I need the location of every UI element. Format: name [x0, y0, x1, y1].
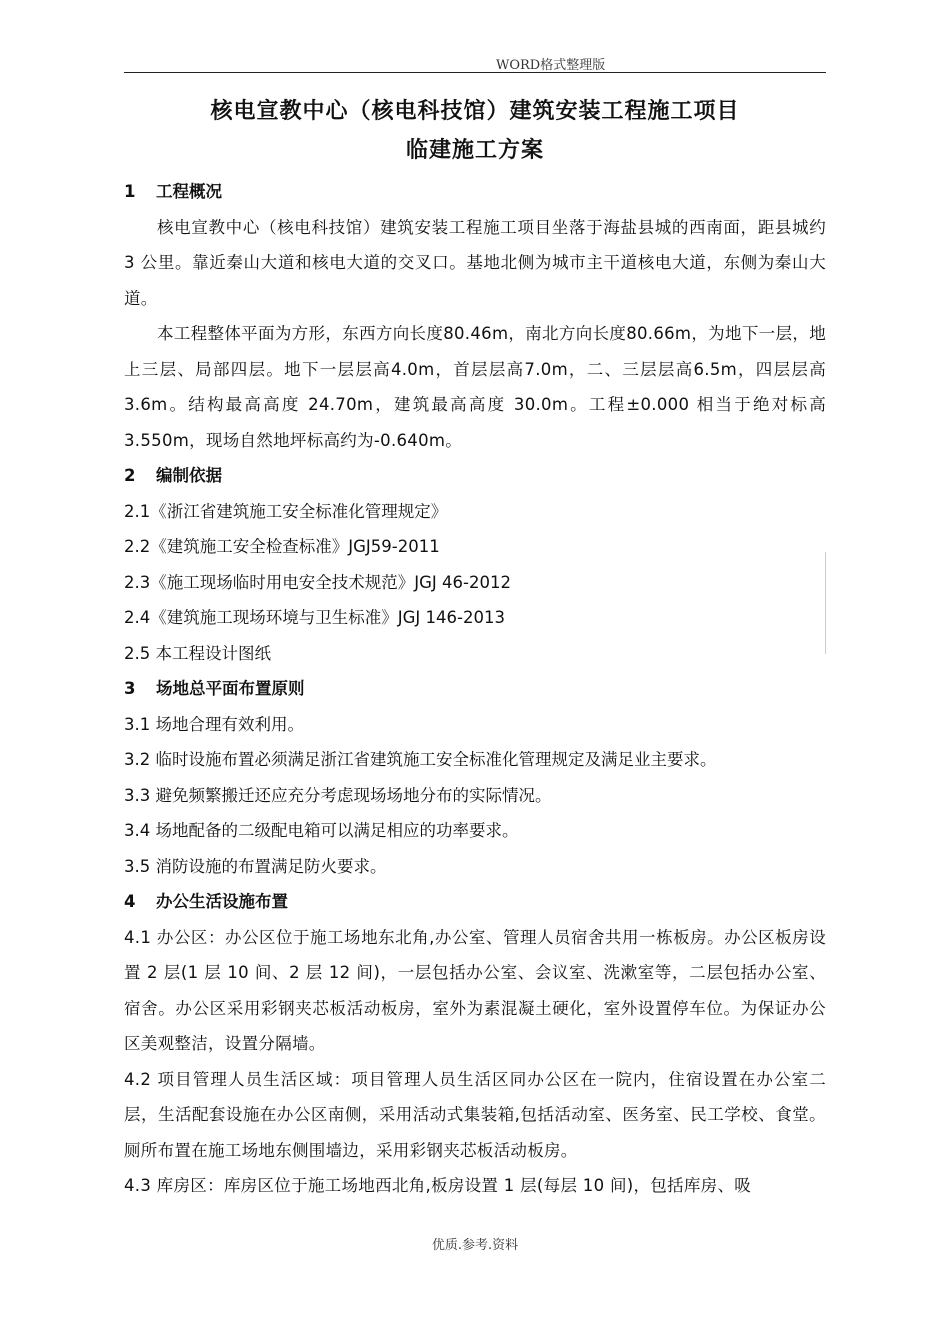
document-body — [124, 174, 826, 1204]
margin-line — [825, 552, 826, 654]
document-title-line2: 临建施工方案 — [405, 138, 544, 163]
document-title-line1: 核电宣教中心（核电科技馆）建筑安装工程施工项目 — [210, 99, 740, 124]
section-heading-4 — [124, 884, 826, 920]
list-item: 3.2 临时设施布置必须满足浙江省建筑施工安全标准化管理规定及满足业主要求。 — [124, 750, 717, 769]
paragraph: 核电宣教中心（核电科技馆）建筑安装工程施工项目坐落于海盐县城的西南面，距县城约 3 公里。靠近秦山大道和核电大道的交叉口。基地北侧为城市主干道核电大道，东侧为秦山大道。 — [124, 217, 826, 308]
section-title: 场地总平面布置原则 — [156, 679, 305, 698]
list-item: 2.5 本工程设计图纸 — [124, 643, 271, 663]
list-item: 3.1 场地合理有效利用。 — [124, 714, 304, 734]
list-item: 2.4《建筑施工现场环境与卫生标准》JGJ 146-2013 — [124, 608, 505, 627]
list-item: 3.4 场地配备的二级配电箱可以满足相应的功率要求。 — [124, 821, 519, 840]
section-title: 办公生活设施布置 — [156, 892, 288, 911]
paragraph: 本工程整体平面为方形，东西方向长度80.46m，南北方向长度80.66m，为地下一层，地上三层、局部四层。地下一层层高4.0m，首层层高7.0m，二、三层层高6.5m，四层层高 3.6m。结构最高高度 24.70m，建筑最高高度 30.0m。工程±0.000 相当于绝对标高 3.550m，现场自然地坪标高约为-0.640m。 — [124, 324, 826, 450]
section-number: 3 — [124, 679, 136, 698]
list-item: 3.5 消防设施的布置满足防火要求。 — [124, 856, 387, 876]
page-header: WORD格式整理版 — [496, 58, 606, 73]
header-rule — [124, 72, 826, 73]
list-item: 2.3《施工现场临时用电安全技术规范》JGJ 46-2012 — [124, 572, 511, 592]
section-title: 编制依据 — [156, 466, 222, 485]
section-heading-1 — [124, 174, 826, 210]
section-number: 2 — [124, 466, 136, 485]
section-heading-2 — [124, 458, 826, 494]
list-item: 2.1《浙江省建筑施工安全标准化管理规定》 — [124, 501, 448, 521]
paragraph: 4.1 办公区：办公区位于施工场地东北角,办公室、管理人员宿舍共用一栋板房。办公区板房设置 2 层(1 层 10 间、2 层 12 间)，一层包括办公室、会议室、洗漱室等，二层包括办公室、宿舍。办公区采用彩钢夹芯板活动板房，室外为素混凝土硬化，室外设置停车位。为保证办公区美观整洁，设置分隔墙。 — [124, 927, 826, 1053]
paragraph: 4.3 库房区：库房区位于施工场地西北角,板房设置 1 层(每层 10 间)，包括库房、吸 — [124, 1176, 752, 1195]
section-number: 4 — [124, 892, 136, 911]
list-item: 2.2《建筑施工安全检查标准》JGJ59-2011 — [124, 537, 440, 556]
list-item: 3.3 避免频繁搬迁还应充分考虑现场场地分布的实际情况。 — [124, 785, 552, 805]
page-footer: 优质.参考.资料 — [431, 1238, 519, 1253]
section-title: 工程概况 — [156, 182, 222, 201]
section-heading-3 — [124, 671, 826, 707]
section-number: 1 — [124, 182, 136, 201]
paragraph: 4.2 项目管理人员生活区域：项目管理人员生活区同办公区在一院内，住宿设置在办公室二层，生活配套设施在办公区南侧，采用活动式集装箱,包括活动室、医务室、民工学校、食堂。厕所布置在施工场地东侧围墙边，采用彩钢夹芯板活动板房。 — [124, 1069, 826, 1160]
